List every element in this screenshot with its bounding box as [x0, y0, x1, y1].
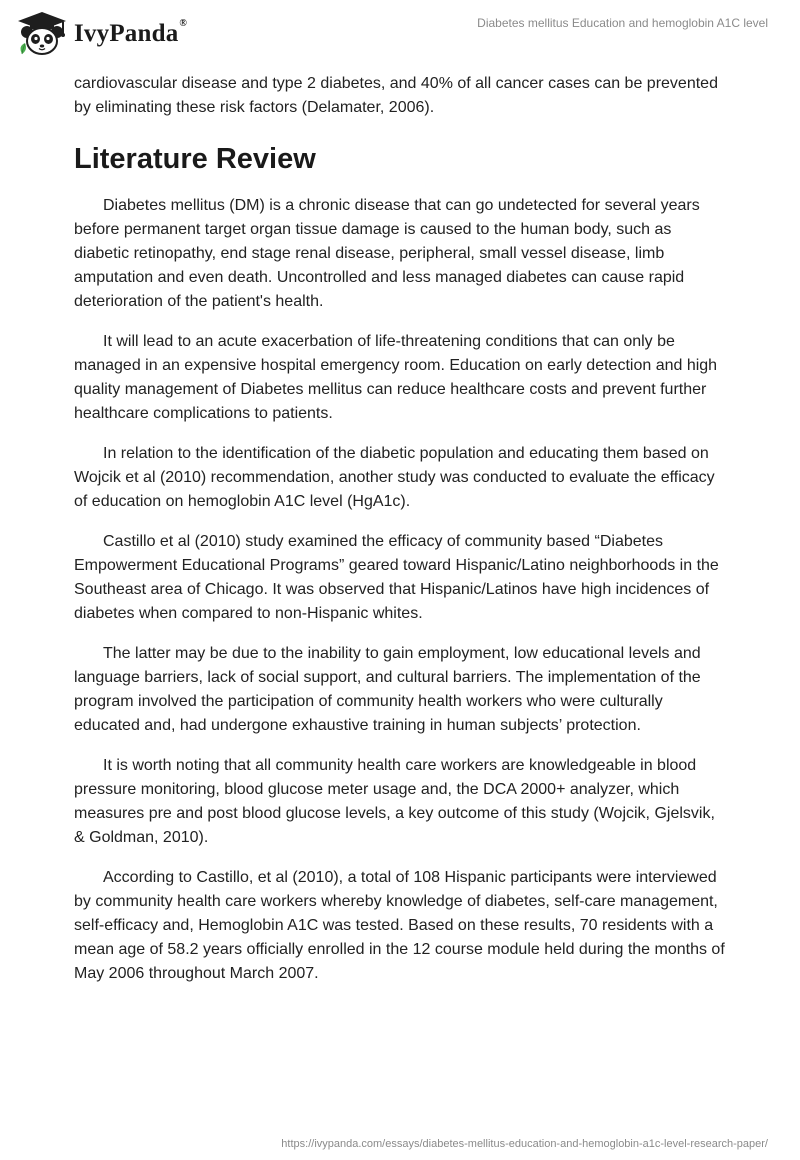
body-paragraph: In relation to the identification of the diabetic population and educating them based on Wojcik et al (2010) recommendation, another study was conducted to evaluate the efficacy of education on hemoglobin A1C level (HgA1c). — [74, 445, 715, 510]
panda-graduate-icon — [14, 10, 70, 58]
source-url[interactable]: https://ivypanda.com/essays/diabetes-mellitus-education-and-hemoglobin-a1c-level-research-paper/ — [281, 1138, 768, 1150]
body-paragraph: It will lead to an acute exacerbation of life-threatening conditions that can only be managed in an expensive hospital emergency room. Education on early detection and high quality management of Diabetes mellitus can reduce healthcare costs and prevent further healthcare complications to patients. — [74, 333, 718, 422]
essay-body — [74, 72, 726, 1002]
document-title: Diabetes mellitus Education and hemoglobin A1C level — [477, 16, 768, 30]
lead-paragraph: cardiovascular disease and type 2 diabetes, and 40% of all cancer cases can be prevented by eliminating these risk factors (Delamater, 2006). — [74, 75, 718, 116]
section-heading: Literature Review — [74, 143, 316, 175]
body-paragraph: It is worth noting that all community health care workers are knowledgeable in blood pressure monitoring, blood glucose meter usage and, the DCA 2000+ analyzer, which measures pre and post blood glucose levels, a key outcome of this study (Wojcik, Gjelsvik, & Goldman, 2010). — [74, 757, 715, 846]
body-paragraph: Castillo et al (2010) study examined the efficacy of community based “Diabetes Empowerment Educational Programs” geared toward Hispanic/Latino neighborhoods in the Southeast area of Chicago. It was observed that Hispanic/Latinos have high incidences of diabetes when compared to non-Hispanic whites. — [74, 533, 719, 622]
ivypanda-logo[interactable] — [14, 10, 187, 58]
body-paragraph: According to Castillo, et al (2010), a total of 108 Hispanic participants were interviewed by community health care workers whereby knowledge of diabetes, self-care management, self-efficacy and, Hemoglobin A1C was tested. Based on these results, 70 residents with a mean age of 58.2 years officially enrolled in the 12 course module held during the months of May 2006 throughout March 2007. — [74, 869, 725, 982]
body-paragraph: The latter may be due to the inability to gain employment, low educational levels and language barriers, lack of social support, and cultural barriers. The implementation of the program involved the participation of community health workers who were culturally educated and, had undergone exhaustive training in human subjects’ protection. — [74, 645, 701, 734]
page-header — [0, 0, 800, 70]
body-paragraph: Diabetes mellitus (DM) is a chronic disease that can go undetected for several years before permanent target organ tissue damage is caused to the human body, such as diabetic retinopathy, end stage renal disease, peripheral, small vessel disease, limb amputation and even death. Uncontrolled and less managed diabetes can cause rapid deterioration of the patient's health. — [74, 197, 700, 310]
registered-mark: ® — [179, 18, 188, 29]
brand-name: IvyPanda® — [74, 18, 188, 47]
